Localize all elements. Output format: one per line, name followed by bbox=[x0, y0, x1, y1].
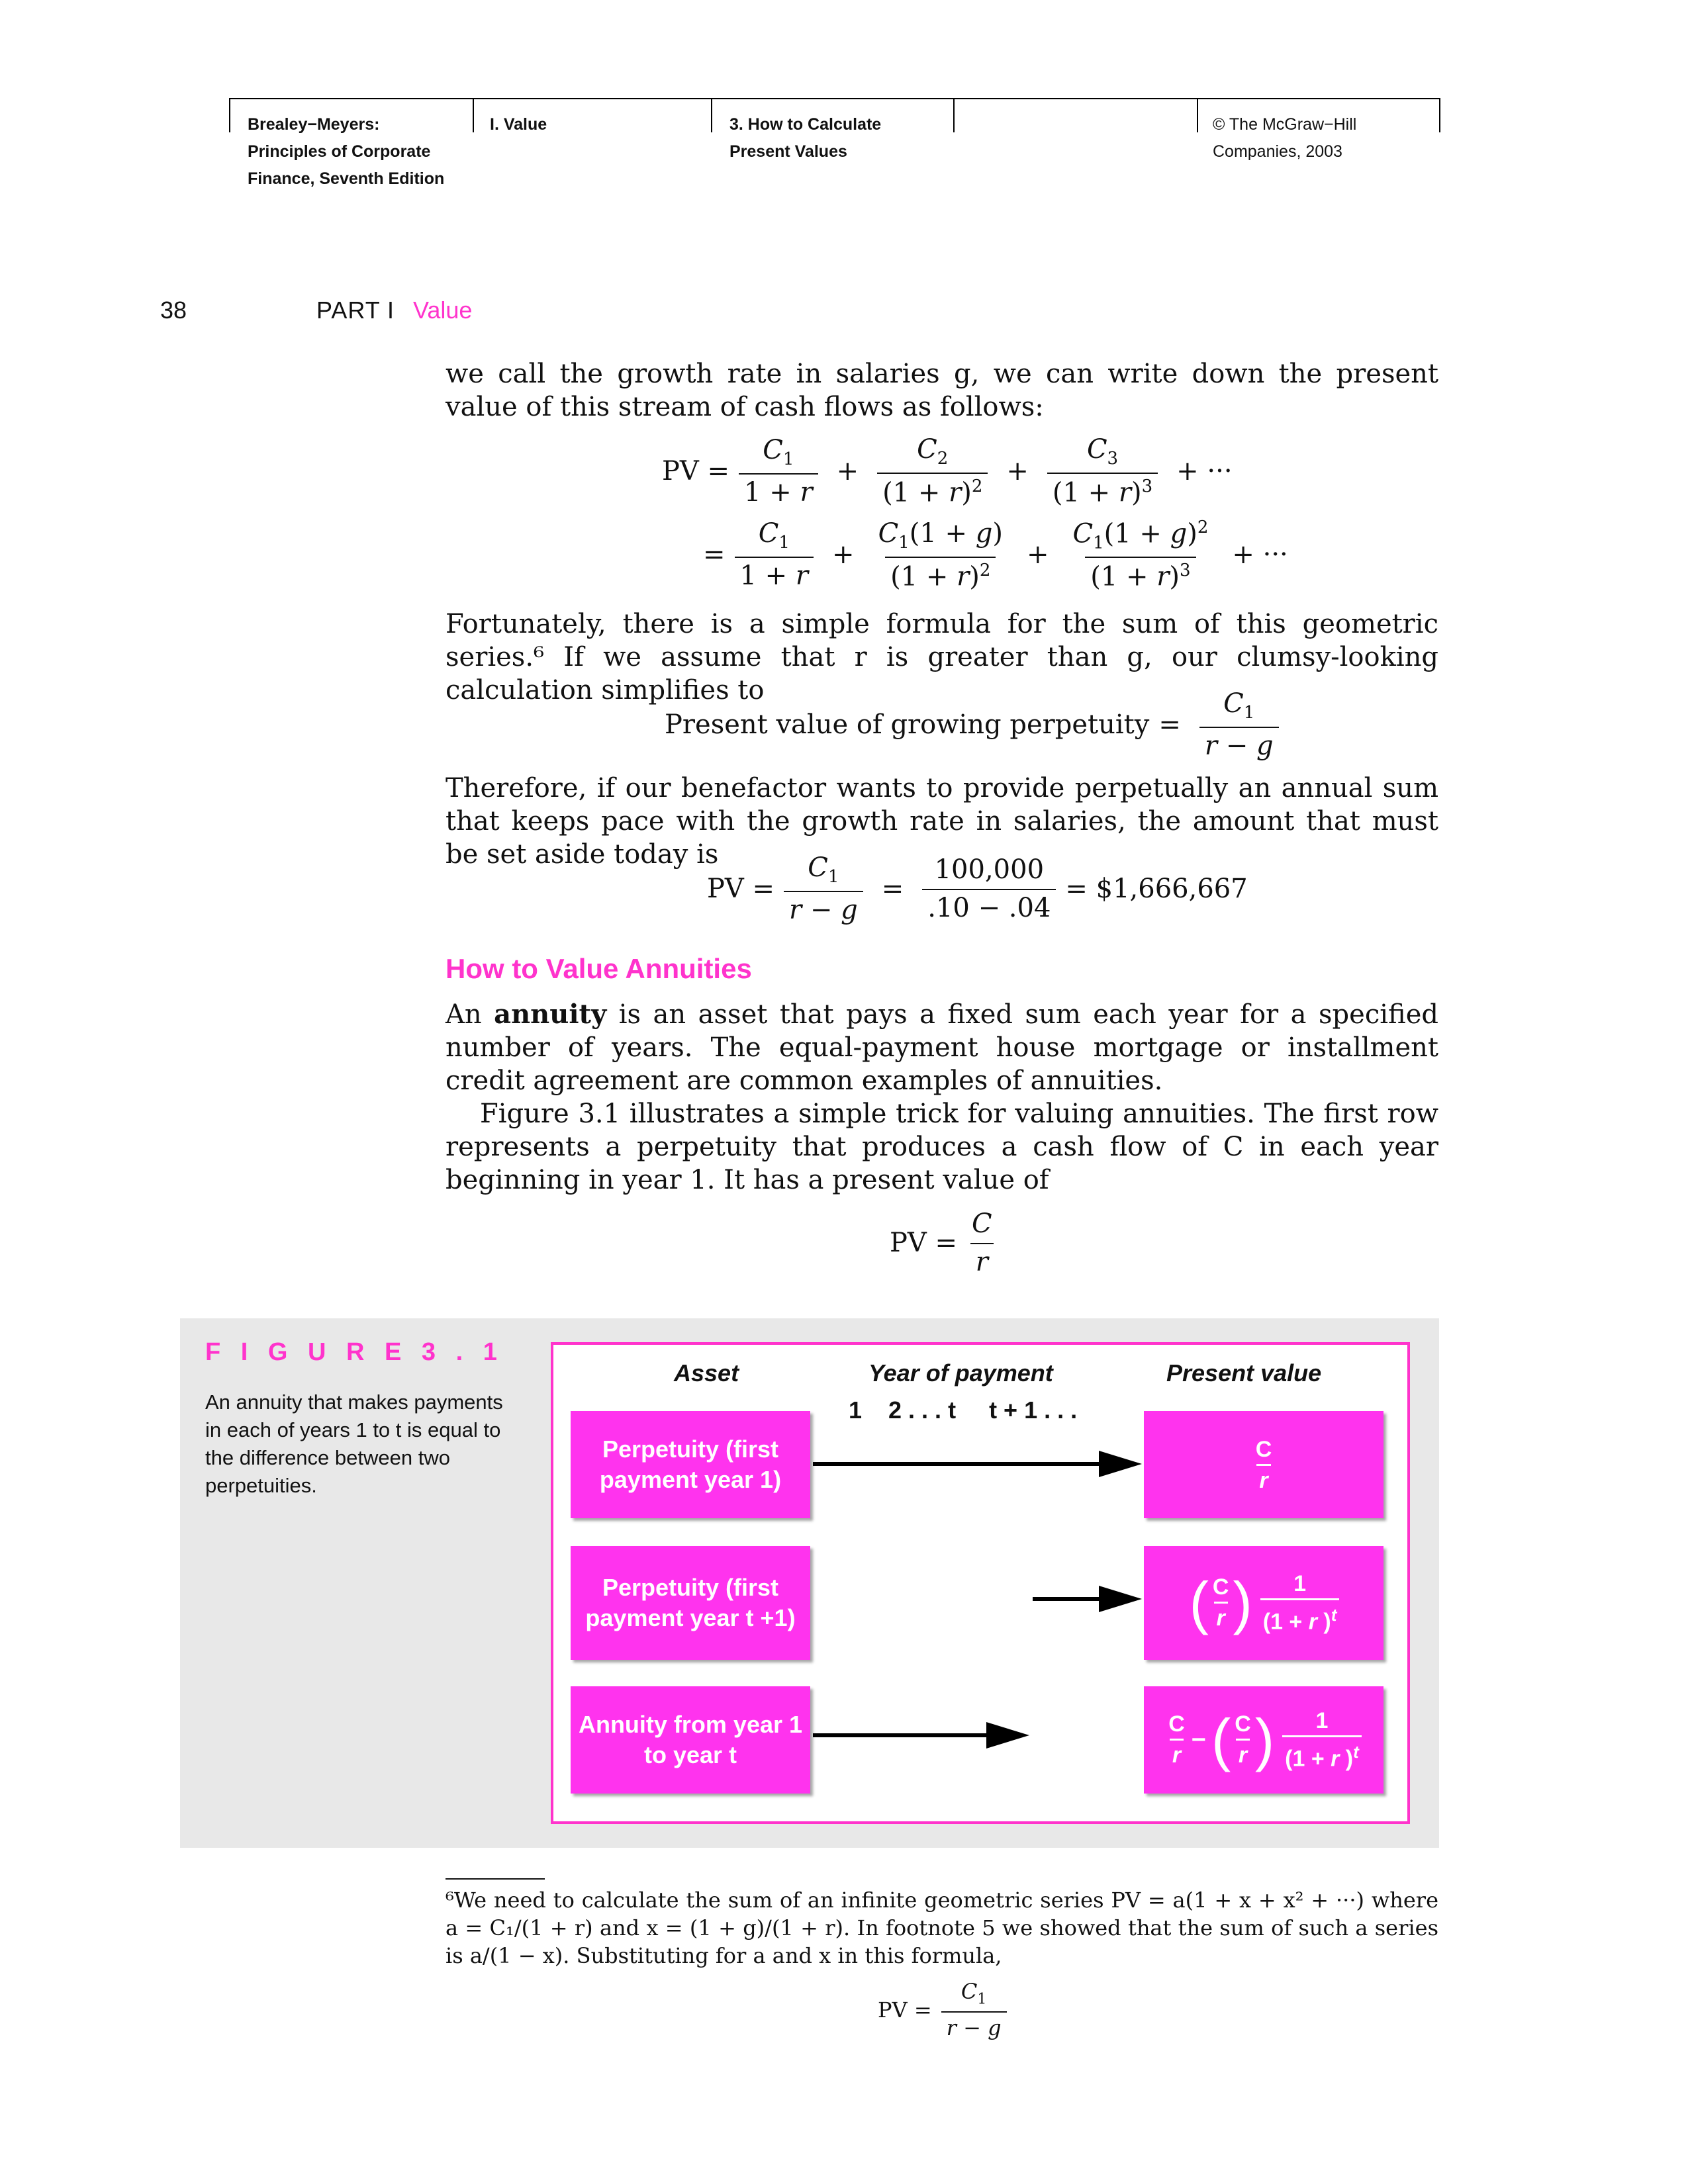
header-divider bbox=[473, 98, 474, 132]
eq-lhs: PV = bbox=[662, 455, 730, 486]
eq-denominator: .10 − .04 bbox=[922, 889, 1056, 923]
eq-fraction: $\frac{C_2}{(1 + r)^2}$ bbox=[877, 434, 988, 508]
footnote-rule bbox=[445, 1878, 545, 1880]
equation-perpetuity bbox=[890, 1208, 1007, 1277]
year-scale: 1 2 . . . t t + 1 . . . bbox=[849, 1396, 1078, 1424]
eq-result: = $1,666,667 bbox=[1065, 874, 1248, 904]
part-title: Value bbox=[413, 296, 473, 324]
header-divider bbox=[953, 98, 955, 132]
header-line: Brealey−Meyers: bbox=[248, 115, 380, 134]
pv-formula: C r bbox=[1255, 1436, 1272, 1493]
header-book-title bbox=[248, 98, 444, 193]
footnote bbox=[445, 1886, 1438, 1970]
asset-label: Annuity from year 1 to year t bbox=[578, 1711, 803, 1768]
header-divider bbox=[1439, 98, 1440, 132]
arrow-row3 bbox=[813, 1722, 1029, 1749]
eq-lhs: PV = bbox=[878, 1997, 932, 2023]
column-header-asset: Asset bbox=[674, 1359, 739, 1387]
page-number: 38 bbox=[160, 296, 187, 324]
equation-pv-series: PV = $\frac{C_1}{1 + r}$ + $\frac{C_2}{(1 + r)^2}$ + $\frac{C_3}{(1 + r)^3}$ + ··· bbox=[662, 434, 1233, 508]
eq-label: Present value of growing perpetuity bbox=[665, 709, 1150, 740]
paragraph-text bbox=[445, 998, 1438, 1097]
eq-fraction: $\frac{C_1}{r - g}$ bbox=[941, 1979, 1007, 2040]
body-paragraph bbox=[445, 998, 1438, 1197]
eq-fraction bbox=[922, 854, 1056, 923]
footnote-equation bbox=[878, 1979, 1016, 2040]
column-header-year: Year of payment bbox=[868, 1359, 1053, 1387]
eq-numerator: 100,000 bbox=[934, 854, 1045, 885]
figure-title: F I G U R E 3 . 1 bbox=[205, 1338, 504, 1366]
header-line: 3. How to Calculate bbox=[729, 115, 882, 134]
header-line: Finance, Seventh Edition bbox=[248, 169, 445, 188]
header-chapter bbox=[729, 98, 881, 165]
eq-fraction: $\frac{C_1}{r - g}$ bbox=[784, 852, 863, 925]
body-paragraph bbox=[445, 357, 1438, 424]
column-header-pv: Present value bbox=[1166, 1359, 1322, 1387]
asset-label: Perpetuity (first payment year t +1) bbox=[585, 1574, 796, 1631]
text-run: An bbox=[445, 999, 494, 1030]
section-heading: How to Value Annuities bbox=[445, 953, 752, 984]
part-label: PART I bbox=[316, 296, 395, 324]
asset-label: Perpetuity (first payment year 1) bbox=[599, 1435, 782, 1493]
arrow-row2 bbox=[1033, 1586, 1142, 1612]
header-line: Companies, 2003 bbox=[1213, 142, 1342, 161]
eq-fraction: $\frac{C_1}{1 + r}$ bbox=[735, 518, 814, 591]
paragraph-text: Therefore, if our benefactor wants to provide perpetually an annual sum that keeps pace with the growth rate in salaries, the amount that must be set aside today is bbox=[445, 773, 1438, 870]
text-run: is an asset that pays a fixed sum each year for a specified number of years. The equal-payment house mortgage or installment credit agreement are common examples of annuities. bbox=[445, 999, 1438, 1096]
asset-box-perpetuity-yeart1 bbox=[571, 1546, 810, 1660]
equation-growing-perpetuity: Present value of growing perpetuity = $\frac{C_1}{r - g}$ bbox=[665, 688, 1288, 761]
pv-formula: ( C r ) 1 (1 + r )$^t$ bbox=[1188, 1570, 1340, 1635]
equation-pv-growth: = $\frac{C_1}{1 + r}$ + $\frac{C_1(1 + g)}{(1 + r)^2}$ + $\frac{C_1(1 + g)^2}{(1 + r)^3}$ + ··· bbox=[703, 518, 1288, 592]
figure-caption: An annuity that makes payments in each of years 1 to t is equal to the difference between two perpetuities. bbox=[205, 1390, 503, 1497]
header-line: Present Values bbox=[729, 142, 847, 161]
header-divider bbox=[1197, 98, 1198, 132]
paragraph-text: we call the growth rate in salaries g, we can write down the present value of this stream of cash flows as follows: bbox=[445, 359, 1438, 422]
eq-lhs: PV = bbox=[890, 1228, 958, 1258]
asset-box-perpetuity-year1 bbox=[571, 1411, 810, 1518]
figure-arrows bbox=[808, 1443, 1152, 1760]
eq-fraction: $\frac{C_3}{(1 + r)^3}$ bbox=[1047, 434, 1158, 508]
eq-fraction: $\frac{C_1(1 + g)^2}{(1 + r)^3}$ bbox=[1072, 518, 1209, 592]
header-line: © The McGraw−Hill bbox=[1213, 115, 1357, 134]
paragraph-text: Figure 3.1 illustrates a simple trick for valuing annuities. The first row represents a perpetuity that produces a cash flow of C in each year beginning in year 1. It has a present value of bbox=[445, 1099, 1438, 1195]
eq-fraction: $\frac{C_1}{r - g}$ bbox=[1199, 688, 1279, 761]
asset-box-annuity bbox=[571, 1686, 810, 1794]
header-part bbox=[490, 98, 547, 138]
pv-box-row3 bbox=[1144, 1686, 1383, 1794]
eq-fraction: $\frac{C_1}{1 + r}$ bbox=[739, 435, 818, 508]
eq-equals: = bbox=[703, 539, 726, 570]
pv-box-row2 bbox=[1144, 1546, 1383, 1660]
equation-pv-numeric: PV = $\frac{C_1}{r - g}$ = $\frac{100,000}{.10 - .04}$ = $1,666,667 bbox=[707, 852, 1248, 925]
header-divider bbox=[229, 98, 230, 132]
eq-lhs: PV = bbox=[707, 874, 775, 904]
header-line: Principles of Corporate bbox=[248, 142, 431, 161]
term-annuity: annuity bbox=[494, 999, 607, 1030]
footnote-text: ⁶We need to calculate the sum of an infinite geometric series PV = a(1 + x + x² + ···) where a = C₁/(1 + r) and x = (1 + g)/(1 + r). In footnote 5 we showed that the sum of such a series is a/(1 − x). Substituting for a and x in this formula, bbox=[445, 1888, 1438, 1968]
header-line: I. Value bbox=[490, 115, 547, 134]
header-divider bbox=[711, 98, 712, 132]
pv-formula: C r − ( C r ) 1 (1 + r )$^t$ bbox=[1166, 1707, 1362, 1772]
pv-box-row1 bbox=[1144, 1411, 1383, 1518]
eq-fraction: $\frac{C_1(1 + g)}{(1 + r)^2}$ bbox=[878, 518, 1003, 592]
paragraph-text: Fortunately, there is a simple formula for the sum of this geometric series.⁶ If we assume that r is greater than g, our clumsy-looking calculation simplifies to bbox=[445, 609, 1438, 705]
eq-fraction: $\frac{C}{r}$ bbox=[966, 1208, 998, 1277]
header-copyright bbox=[1213, 98, 1356, 165]
arrow-row1 bbox=[813, 1451, 1142, 1477]
